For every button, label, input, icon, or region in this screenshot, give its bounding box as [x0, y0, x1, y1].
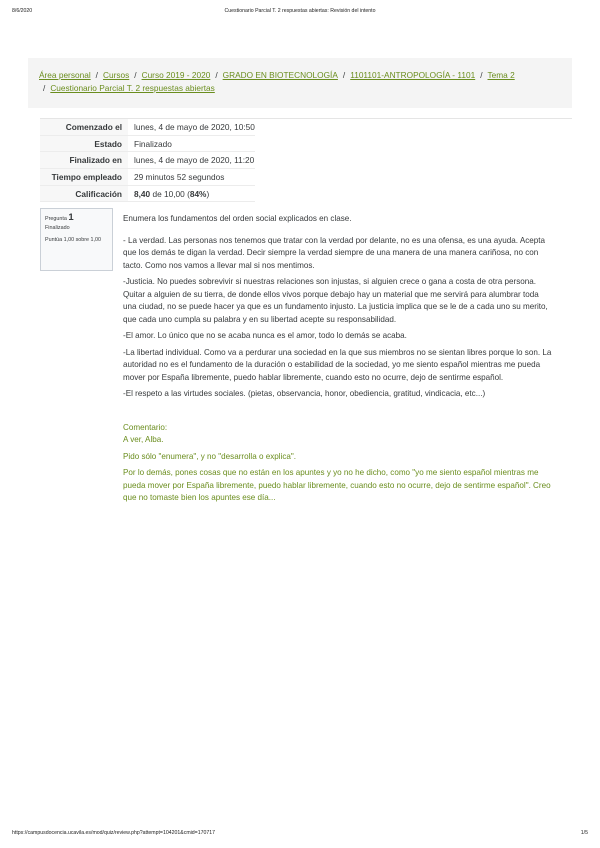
summary-label: Tiempo empleado	[40, 169, 128, 186]
answer-paragraph: -El respeto a las virtudes sociales. (pietas, observancia, honor, obediencia, gratitud, vindicacia, etc...)	[123, 389, 486, 398]
print-title: Cuestionario Parcial T. 2 respuestas abiertas: Revisión del intento	[224, 8, 376, 14]
breadcrumb-separator: /	[480, 70, 483, 80]
summary-row-grade	[40, 185, 255, 202]
answer-text	[123, 235, 553, 401]
summary-value: 29 minutos 52 segundos	[134, 171, 225, 182]
summary-label: Estado	[40, 135, 128, 152]
question-state: Finalizado	[45, 225, 70, 231]
grade-score: 8,40	[134, 188, 151, 199]
attempt-summary-table	[40, 119, 255, 202]
grade-percent: 84%	[189, 188, 207, 199]
question-label: Pregunta	[45, 216, 67, 222]
summary-value: lunes, 4 de mayo de 2020, 10:50	[134, 121, 255, 132]
breadcrumb-item-tema[interactable]: Tema 2	[487, 70, 515, 80]
teacher-comment	[123, 422, 553, 505]
breadcrumb-separator: /	[43, 83, 46, 93]
breadcrumb-item-cuestionario[interactable]: Cuestionario Parcial T. 2 respuestas abiertas	[50, 83, 215, 93]
question-number-value: 1	[68, 212, 74, 223]
breadcrumb-separator: /	[95, 70, 98, 80]
summary-row-finished	[40, 152, 255, 169]
summary-value	[128, 185, 255, 202]
breadcrumb-item-cursos[interactable]: Cursos	[102, 70, 130, 80]
print-date: 8/6/2020	[12, 8, 33, 14]
comment-paragraph: A ver, Alba.	[123, 435, 164, 444]
summary-value: lunes, 4 de mayo de 2020, 11:20	[134, 155, 255, 166]
print-page-number: 1/5	[580, 830, 588, 836]
print-url: https://campusdocencia.ucavila.es/mod/quiz/review.php?attempt=104201&cmid=170717	[12, 830, 216, 836]
summary-row-started	[40, 119, 255, 135]
answer-paragraph: -El amor. Lo único que no se acaba nunca es el amor, todo lo demás se acaba.	[123, 331, 407, 340]
summary-label: Finalizado en	[40, 152, 128, 169]
summary-label: Comenzado el	[40, 119, 128, 135]
attempt-summary	[40, 118, 572, 203]
grade-close: )	[206, 188, 210, 199]
breadcrumb	[28, 58, 572, 108]
summary-value: Finalizado	[134, 138, 172, 149]
summary-label: Calificación	[40, 185, 128, 202]
answer-paragraph: - La verdad. Las personas nos tenemos que tratar con la verdad por delante, no es una ofensa, es una ayuda. Acepta que los demás te digan la verdad. Decir siempre la verdad siempre de una manera de una manera cariñosa, no con tacto. Como nos vamos a llevar mal si nos mentimos.	[123, 235, 546, 270]
comment-paragraph: Pido sólo "enumera", y no "desarrolla o explica".	[123, 451, 297, 461]
answer-paragraph: -La libertad individual. Como va a perdurar una sociedad en la que sus miembros no se sientan libres porque lo son. La autoridad no es el fundamento de la duración o estabilidad de la sociedad, yo me siento español mientras me pueda mover por España libremente, puedo hablar libremente, cuando esto no ocurre, dejo de sentirme español.	[123, 347, 552, 382]
print-footer	[12, 830, 588, 840]
question-prompt: Enumera los fundamentos del orden social explicados en clase.	[123, 214, 352, 223]
comment-heading: Comentario:	[123, 422, 168, 432]
breadcrumb-separator: /	[215, 70, 218, 80]
summary-row-time	[40, 169, 255, 186]
grade-rest: de 10,00 (	[150, 188, 190, 199]
breadcrumb-item-grado[interactable]: GRADO EN BIOTECNOLOGÍA	[222, 70, 338, 80]
breadcrumb-separator: /	[134, 70, 137, 80]
breadcrumb-item-curso[interactable]: Curso 2019 - 2020	[141, 70, 211, 80]
breadcrumb-separator: /	[342, 70, 346, 80]
summary-row-state	[40, 135, 255, 152]
breadcrumb-item-asignatura[interactable]: 1101101-ANTROPOLOGÍA - 1101	[350, 70, 476, 80]
question-content	[123, 213, 553, 509]
answer-paragraph: -Justicia. No puedes sobrevivir si nuestras relaciones son injustas, si alguien crece o gana a costa de otra persona. Quitar a alguien de su tierra, de donde ellos vivos porque debajo hay un material que me servirá para alumbrar toda una ciudad, no se puede hacer ya que es un fundamento injusto. La justicia implica que se le de a cada uno su merito, que cada uno cumpla su palabra y en su libertad acepte su responsabilidad.	[123, 277, 548, 324]
comment-paragraph: Por lo demás, pones cosas que no están en los apuntes y yo no he dicho, como "yo me siento español mientras me pueda mover por España libremente, puedo hablar libremente, cuando esto no ocurre, dejo de sentirme español". Creo que no tomaste bien los apuntes ese día...	[123, 468, 551, 502]
breadcrumb-item-area-personal[interactable]: Área personal	[39, 70, 91, 80]
question-number	[45, 213, 108, 224]
question-marks: Puntúa 1,00 sobre 1,00	[45, 237, 102, 243]
question-info	[40, 208, 113, 271]
print-header	[12, 8, 588, 18]
